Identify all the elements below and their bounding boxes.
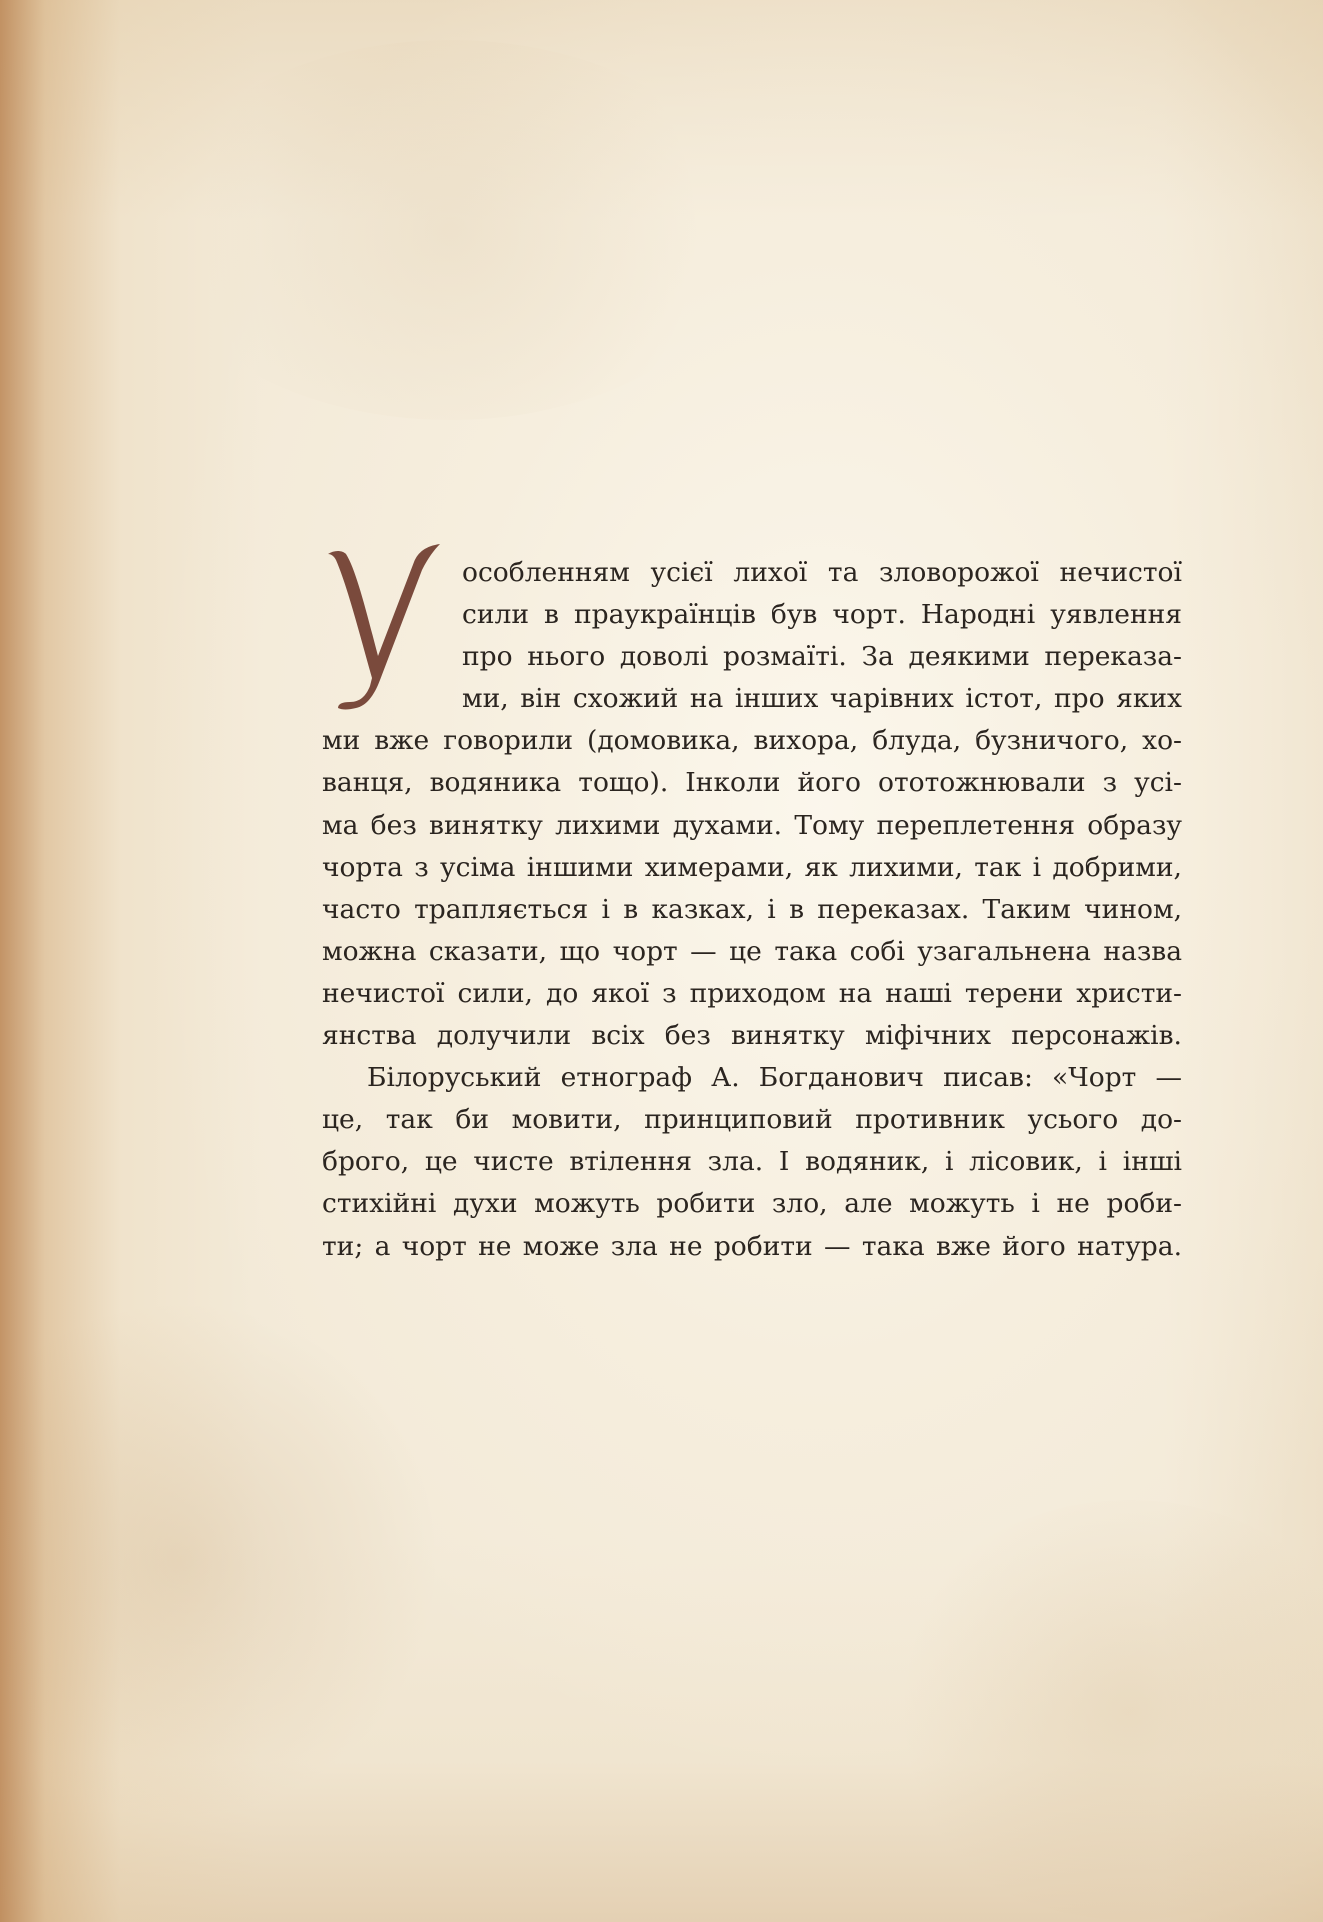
paragraph xyxy=(322,552,1182,1057)
text-line: янства долучили всіх без винятку міфічних персонажів. xyxy=(322,1020,1182,1052)
text-line: особленням усієї лихої та зловорожої нечистої xyxy=(462,557,1182,588)
text-line: ми, він схожий на інших чарівних істот, про яких xyxy=(462,683,1182,715)
text-line: стихійні духи можуть робити зло, але можуть і не роби- xyxy=(322,1188,1182,1220)
text-line: ма без винятку лихими духами. Тому переплетення образу xyxy=(322,809,1182,841)
paper-stain xyxy=(150,40,750,420)
text-line: ми вже говорили (домовика, вихора, блуда, бузничого, хо- xyxy=(322,725,1182,757)
text-line: брого, це чисте втілення зла. І водяник, і лісовик, і інші xyxy=(322,1146,1182,1178)
text-line: це, так би мовити, принциповий противник усього до- xyxy=(322,1104,1182,1136)
text-line: нечистої сили, до якої з приходом на наші терени христи- xyxy=(322,977,1182,1009)
text-line: про нього доволі розмаїті. За деякими переказа- xyxy=(462,641,1182,673)
body-text xyxy=(322,552,1182,1268)
paragraph xyxy=(322,1057,1182,1267)
text-line: ванця, водяника тощо). Інколи його ототожнювали з усі- xyxy=(322,767,1182,799)
text-line: ти; а чорт не може зла не робити — така вже його натура. xyxy=(322,1230,1182,1262)
paper-stain xyxy=(880,1500,1323,1920)
text-line: сили в праукраїнців був чорт. Народні уявлення xyxy=(462,599,1182,631)
text-line: можна сказати, що чорт — це така собі узагальнена назва xyxy=(322,935,1182,967)
text-line: чорта з усіма іншими химерами, як лихими, так і добрими, xyxy=(322,851,1182,883)
paper-stain xyxy=(0,1300,440,1820)
text-line: часто трапляється і в казках, і в переказах. Таким чином, xyxy=(322,893,1182,925)
text-line: Білоруський етнограф А. Богданович писав: «Чорт — xyxy=(367,1062,1182,1094)
